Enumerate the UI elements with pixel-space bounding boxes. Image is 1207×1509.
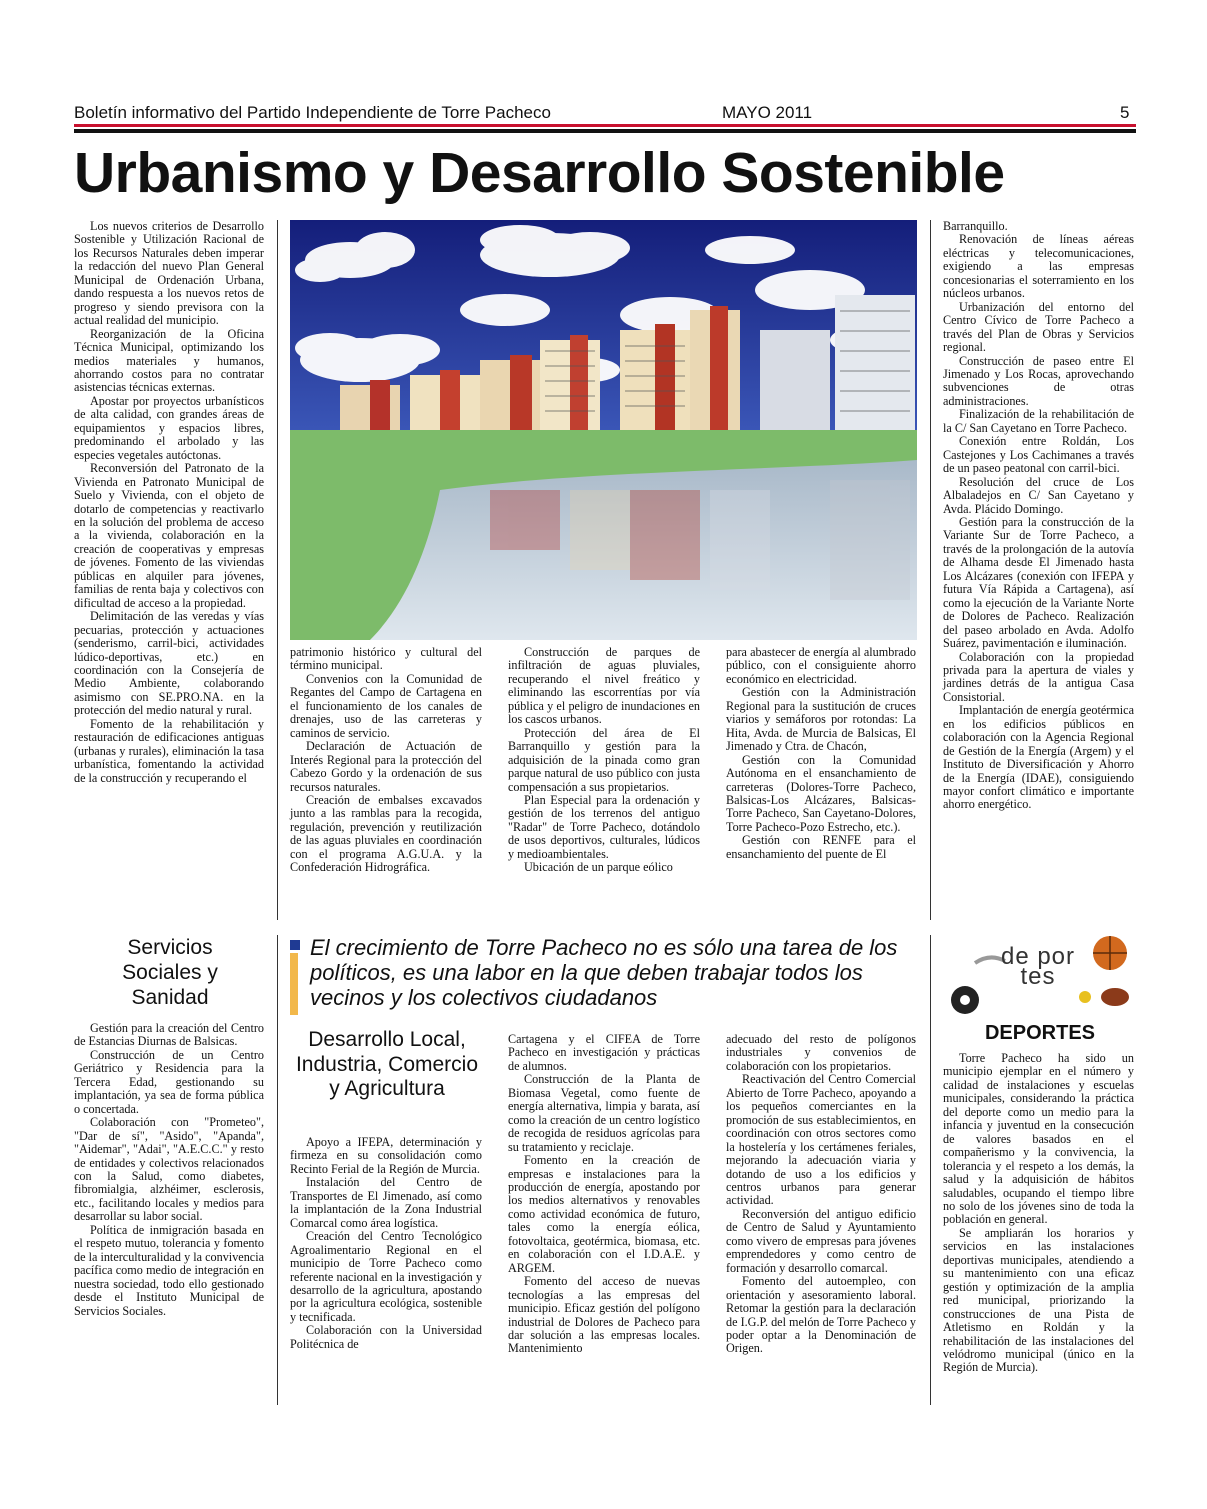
paragraph: patrimonio histórico y cultural del término municipal. <box>290 645 482 673</box>
paragraph: Reorganización de la Oficina Técnica Municipal, optimizando los medios materiales y humanos, ahorrando costos para no contratar asistencias técnicas externas. <box>74 326 264 395</box>
deportes-logo-text: de por tes <box>1000 943 1076 990</box>
paragraph: Cartagena y el CIFEA de Torre Pacheco en investigación y prácticas de alumnos. <box>508 1032 700 1073</box>
paragraph: Construcción de un Centro Geriátrico y Residencia para la Tercera Edad, gestionando su implantación, ya sea de forma pública o concertada. <box>74 1047 264 1116</box>
paragraph: Colaboración con la Universidad Politécnica de <box>290 1323 482 1351</box>
paragraph: Fomento del autoempleo, con orientación y asesoramiento laboral. Retomar la gestión para la declaración de I.G.P. del melón de Torre Pacheco y poder optar a la Denominación de Origen. <box>726 1274 916 1356</box>
desarrollo-column-c <box>726 1033 916 1356</box>
paragraph: Convenios con la Comunidad de Regantes del Campo de Cartagena en el funcionamiento de los canales de drenajes, uso de las carreteras y caminos de servicio. <box>290 671 482 740</box>
page-title: Urbanismo y Desarrollo Sostenible <box>74 141 1005 205</box>
paragraph: Implantación de energía geotérmica en los edificios públicos en colaboración con la Agencia Regional de Gestión de la Energía (Argem) y el Instituto de Diversificación y Ahorro de la Energía (IDAE), consiguiendo mayor confort climático e importante ahorro energético. <box>943 703 1134 812</box>
deportes-column <box>943 1052 1134 1375</box>
paragraph: Protección del área de El Barranquillo y gestión para la adquisición de la pinada como gran parque natural de uso público con justa compensación a sus propietarios. <box>508 725 700 794</box>
paragraph: Construcción de la Planta de Biomasa Vegetal, como fuente de energía alternativa, limpia y barata, así como la creación de un centro logístico de recogida de residuos agrícolas para su tratamiento y reciclaje. <box>508 1072 700 1154</box>
deportes-logo <box>945 935 1133 1017</box>
issue-date: MAYO 2011 <box>722 103 813 122</box>
desarrollo-column-b <box>508 1033 700 1356</box>
paragraph: Construcción de paseo entre El Jimenado y Los Rocas, aprovechando subvenciones de otras administraciones. <box>943 353 1134 408</box>
paragraph: Ubicación de un parque eólico <box>524 860 673 875</box>
quote-marker-blue <box>290 940 300 950</box>
paragraph: para abastecer de energía al alumbrado público, con el consiguiente ahorro económico en electricidad. <box>726 645 916 686</box>
paragraph: Gestión con RENFE para el ensanchamiento del puente de El <box>726 833 916 861</box>
column-divider <box>930 220 931 920</box>
paragraph: Fomento de la rehabilitación y restauración de edificaciones antiguas (urbanas y rurales), eliminación la tasa urbanística, fomentando la actividad de la construcción y recuperando el <box>74 716 264 785</box>
paragraph: Gestión con la Administración Regional para la sustitución de cruces viarios y semáforos por rotondas: La Hita, Avda. de Murcia de Balsicas, El Jimenado y Ctra. de Chacón, <box>726 685 916 754</box>
paragraph: Barranquillo. <box>943 219 1008 233</box>
paragraph: adecuado del resto de polígonos industriales y convenios de colaboración con los propietarios. <box>726 1032 916 1073</box>
paragraph: Conexión entre Roldán, Los Castejones y Los Cachimanes a través de un paseo peatonal con carril-bici. <box>943 434 1134 476</box>
paragraph: Fomento del acceso de nuevas tecnologías a las empresas del municipio. Eficaz gestión del polígono industrial de Dolores de Pacheco para dar solución a las empresas locales. Mantenimiento <box>508 1274 700 1356</box>
paragraph: Renovación de líneas aéreas eléctricas y telecomunicaciones, exigiendo a las empresas concesionarias el soterramiento en los núcleos urbanos. <box>943 232 1134 301</box>
paragraph: Colaboración con "Prometeo", "Dar de sí", "Asido", "Apanda", "Aidemar", "Adai", "A.E.C.C." y resto de entidades y colectivos relacionados con la Salud, como diabetes, fibromialgia, alzhéimer, esclerosis, etc., facilitando locales y medios para desarrollar su labor social. <box>74 1115 264 1224</box>
paragraph: Gestión para la construcción de la Variante Sur de Torre Pacheco, a través de la prolongación de la autovía de Alhama desde El Jimenado hasta Los Alcázares (conexión con IFEPA y futura Vía Rápida a Cartagena), así como la ejecución de la Variante Norte de Dolores de Pacheco. Realización del paseo arbolado en Avda. Adolfo Suárez, pavimentación e iluminación. <box>943 514 1134 651</box>
column-4 <box>726 646 916 861</box>
column-1 <box>74 220 264 785</box>
desarrollo-heading: Desarrollo Local, Industria, Comercio y Agricultura <box>295 1028 479 1100</box>
paragraph: Reconversión del antiguo edificio de Centro de Salud y Ayuntamiento como vivero de empresas para jóvenes emprendedores y como centro de formación y desarrollo comarcal. <box>726 1206 916 1275</box>
paragraph: Plan Especial para la ordenación y gestión de los terrenos del antiguo "Radar" de Torre Pacheco, dotándolo de usos deportivos, culturales, lúdicos y medioambientales. <box>508 792 700 861</box>
paragraph: Declaración de Actuación de Interés Regional para la protección del Cabezo Gordo y la ordenación de sus recursos naturales. <box>290 739 482 794</box>
column-divider <box>277 935 278 1405</box>
paragraph: Los nuevos criterios de Desarrollo Sostenible y Utilización Racional de los Recursos Naturales deben imperar la redacción del nuevo Plan General Municipal de Ordenación Urbana, dando respuesta a los nuevos retos de progreso y siendo previsora con la actual realidad del municipio. <box>74 219 264 328</box>
paragraph: Creación del Centro Tecnológico Agroalimentario Regional en el municipio de Torre Pacheco como referente nacional en la investigación y desarrollo de la agricultura, apostando por la agricultura ecológica, sostenible y tecnificada. <box>290 1229 482 1324</box>
servicios-column <box>74 1022 264 1318</box>
paragraph: Construcción de parques de infiltración de aguas pluviales, recuperando el nivel freático y eliminando las escorrentías por vía pública y el peligro de inundaciones en los cascos urbanos. <box>508 645 700 727</box>
column-divider <box>277 220 278 920</box>
deportes-heading: DEPORTES <box>984 1022 1096 1044</box>
publication-name: Boletín informativo del Partido Independiente de Torre Pacheco <box>74 103 551 122</box>
paragraph: Gestión con la Comunidad Autónoma en el ensanchamiento de carreteras (Dolores-Torre Pacheco, Balsicas-Los Alcázares, Balsicas-Torre Pacheco, San Cayetano-Dolores, Torre Pacheco-Pozo Estrecho, etc.). <box>726 752 916 834</box>
paragraph: Reconversión del Patronato de la Vivienda en Patronato Municipal de Suelo y Vivienda, con el objeto de dotarlo de competencias y reactivarlo en la solución del problema de acceso a la vivienda, colaboración en la creación de cooperativas y empresas de jóvenes. Fomento de las viviendas públicas en alquiler para jóvenes, familias de renta baja y colectivos con dificultad de acceso a la propiedad. <box>74 461 264 610</box>
pull-quote: El crecimiento de Torre Pacheco no es sólo una tarea de los políticos, es una labor en la que deben trabajar todos los vecinos y los colectivos ciudadanos <box>310 935 898 1010</box>
paragraph: Política de inmigración basada en el respeto mutuo, tolerancia y fomento de la interculturalidad y la convivencia pacífica como medio de integración en nuestra sociedad, todo ello gestionado desde el Instituto Municipal de Servicios Sociales. <box>74 1222 264 1318</box>
cityscape-illustration <box>290 220 917 640</box>
column-2 <box>290 646 482 875</box>
paragraph: Torre Pacheco ha sido un municipio ejemplar en el número y calidad de instalaciones y escuelas municipales, considerando la práctica del deporte como un medio para la infancia y juventud en la consecución de valores basados en el compañerismo y la convivencia, la tolerancia y el respeto a los demás, la salud y la adquisición de hábitos saludables, ocupando el tiempo libre no solo de los jóvenes sino de toda la población en general. <box>943 1051 1134 1227</box>
desarrollo-column-a <box>290 1136 482 1351</box>
paragraph: Apostar por proyectos urbanísticos de alta calidad, con grandes áreas de equipamientos y espacios libres, predominando el arbolado y las especies vegetales autóctonas. <box>74 393 264 462</box>
paragraph: Fomento en la creación de empresas e instalaciones para la producción de energía, apostando por los medios alternativos y renovables como actividad económica de futuro, tales como la energía eólica, fotovoltaica, geotérmica, biomasa, etc. en colaboración con el I.D.A.E. y ARGEM. <box>508 1153 700 1275</box>
header-rule-black <box>74 129 1136 133</box>
paragraph: Finalización de la rehabilitación de la C/ San Cayetano en Torre Pacheco. <box>943 407 1134 435</box>
paragraph: Apoyo a IFEPA, determinación y firmeza en su consolidación como Recinto Ferial de la Región de Murcia. <box>290 1135 482 1176</box>
paragraph: Urbanización del entorno del Centro Cívico de Torre Pacheco a través del Plan de Obras y Servicios regional. <box>943 299 1134 355</box>
paragraph: Gestión para la creación del Centro de Estancias Diurnas de Balsicas. <box>74 1021 264 1049</box>
paragraph: Delimitación de las veredas y vías pecuarias, protección y actuaciones (senderismo, carril-bici, actividades lúdico-deportivas, etc.) en coordinación con la Consejería de Medio Ambiente, colaborando asimismo con SE.PRO.NA. en la protección del medio natural y rural. <box>74 609 264 718</box>
quote-bar-orange <box>290 953 298 1015</box>
paragraph: Instalación del Centro de Transportes de El Jimenado, así como la implantación de la Zona Industrial Comarcal como área logística. <box>290 1175 482 1230</box>
paragraph: Se ampliarán los horarios y servicios en las instalaciones deportivas municipales, atendiendo a su mantenimiento con una eficaz gestión y optimización de la amplia red municipal, priorizando la construcciones de una Pista de Atletismo en Roldán y la rehabilitación de las instalaciones del velódromo municipal (único en la Región de Murcia). <box>943 1225 1134 1375</box>
column-3 <box>508 646 700 875</box>
paragraph: Creación de embalses excavados junto a las ramblas para la recogida, regulación, prevención y reutilización de las aguas pluviales en coordinación con el programa A.G.U.A. y la Confederación Hidrográfica. <box>290 792 482 875</box>
servicios-heading: Servicios Sociales y Sanidad <box>122 936 218 1009</box>
column-5 <box>943 220 1134 812</box>
header-rule-red <box>74 124 1136 127</box>
paragraph: Colaboración con la propiedad privada para la apertura de viales y jardines detrás de la antigua Casa Consistorial. <box>943 649 1134 704</box>
paragraph: Resolución del cruce de Los Albaladejos en C/ San Cayetano y Avda. Plácido Domingo. <box>943 474 1134 516</box>
page-number: 5 <box>1120 103 1130 122</box>
column-divider <box>930 935 931 1405</box>
paragraph: Reactivación del Centro Comercial Abierto de Torre Pacheco, apoyando a los pequeños comerciantes en la promoción de sus establecimientos, en coordinación con otros sectores como la hostelería y los certámenes feriales, mejorando la adecuación viaria y dotando de uso a los edificios y centros urbanos para generar actividad. <box>726 1072 916 1208</box>
